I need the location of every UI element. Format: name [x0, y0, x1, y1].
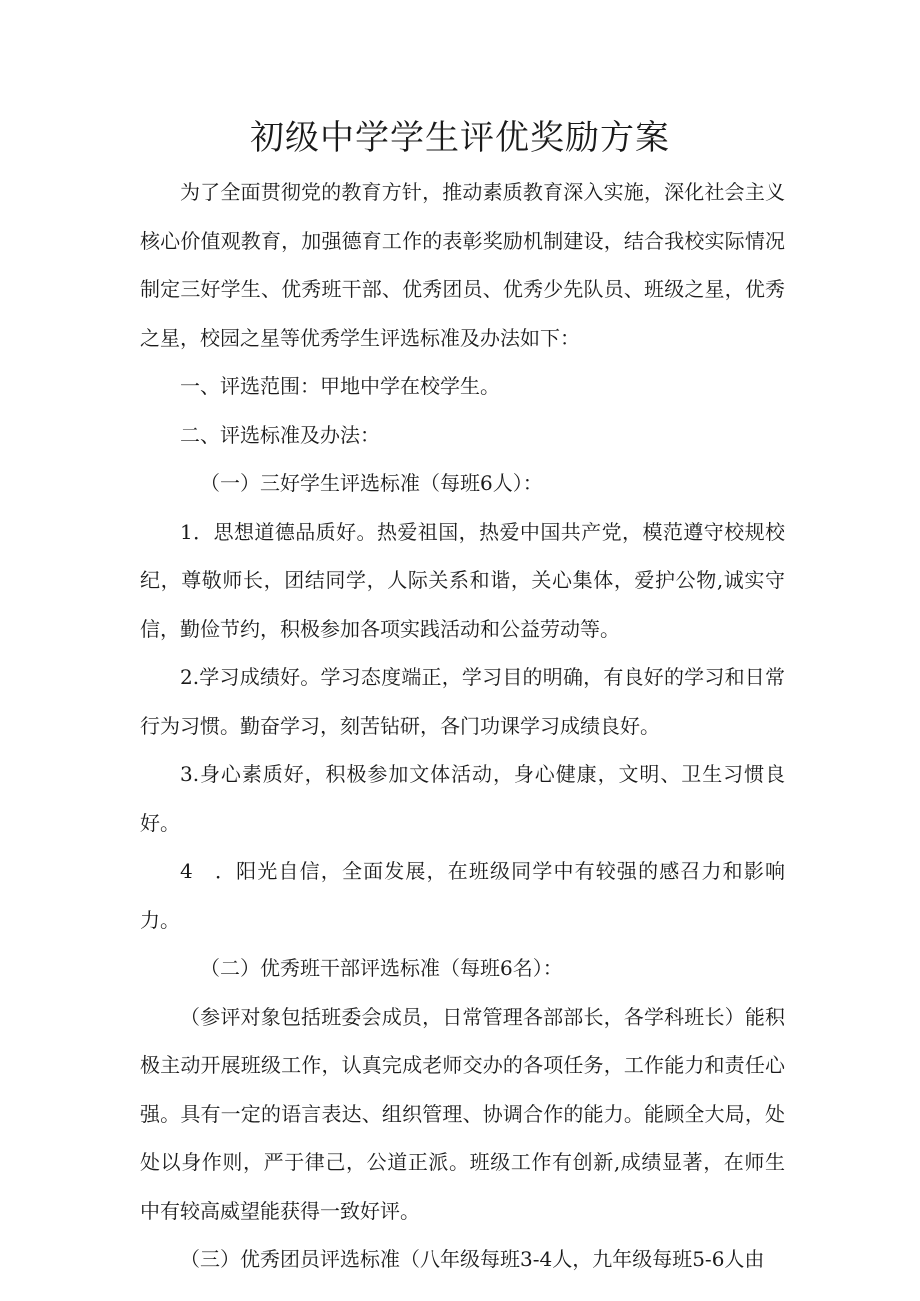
criterion-4: 4 ．阳光自信，全面发展，在班级同学中有较强的感召力和影响力。 [140, 859, 785, 932]
subsection-league-members: （三）优秀团员评选标准（八年级每班3-4人，九年级每班5-6人由 [180, 1247, 765, 1271]
criterion-1: 1．思想道德品质好。热爱祖国，热爱中国共产党，模范遵守校规校纪，尊敬师长，团结同学，人际关系和谐，关心集体，爱护公物,诚实守信，勤俭节约，积极参加各项实践活动和公益劳动等。 [140, 519, 785, 641]
subsection-class-cadres: （二）优秀班干部评选标准（每班6名）： [200, 956, 563, 980]
document-title: 初级中学学生评优奖励方案 [250, 118, 670, 158]
section-criteria-heading: 二、评选标准及办法： [180, 422, 380, 447]
intro-paragraph: 为了全面贯彻党的教育方针，推动素质教育深入实施，深化社会主义核心价值观教育，加强德育工作的表彰奖励机制建设，结合我校实际情况制定三好学生、优秀班干部、优秀团员、优秀少先队员、班级之星，优秀之星，校园之星等优秀学生评选标准及办法如下： [140, 180, 785, 350]
document-body [140, 168, 785, 1284]
subsection-three-good-students: （一）三好学生评选标准（每班6人）： [200, 471, 543, 495]
criterion-2: 2.学习成绩好。学习态度端正，学习目的明确，有良好的学习和日常行为习惯。勤奋学习，刻苦钻研，各门功课学习成绩良好。 [140, 665, 785, 738]
criterion-3: 3.身心素质好，积极参加文体活动，身心健康，文明、卫生习惯良好。 [140, 762, 785, 835]
section-scope: 一、评选范围：甲地中学在校学生。 [180, 374, 500, 398]
class-cadres-paragraph: （参评对象包括班委会成员，日常管理各部部长，各学科班长）能积极主动开展班级工作，认真完成老师交办的各项任务，工作能力和责任心强。具有一定的语言表达、组织管理、协调合作的能力。能顾全大局，处处以身作则，严于律己，公道正派。班级工作有创新,成绩显著，在师生中有较高威望能获得一致好评。 [140, 1004, 785, 1223]
